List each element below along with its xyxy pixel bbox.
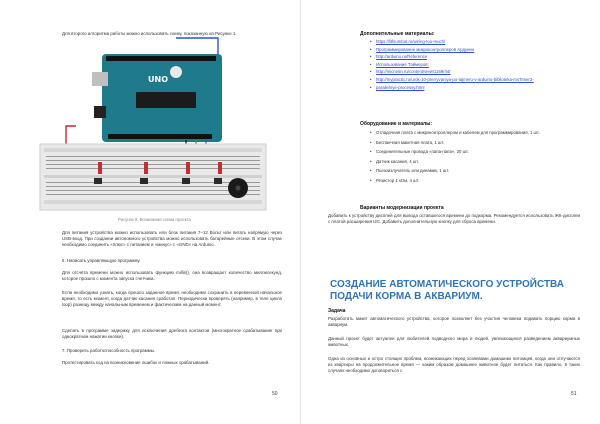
materials-links <box>370 38 534 91</box>
link-item[interactable]: • https://lithiumbot.ru/wiring-too-much/ <box>370 38 534 46</box>
arduino-board <box>92 54 222 142</box>
equipment-item: • Резистор 1 кОм, 4 шт. <box>370 176 540 186</box>
equipment-item: • Беспаечная макетная плата, 1 шт. <box>370 138 540 148</box>
section-title: СОЗДАНИЕ АВТОМАТИЧЕСКОГО УСТРОЙСТВА ПОДАЧИ КОРМА В АКВАРИУМ. <box>330 279 564 302</box>
equipment-item: • Пьезоизлучатель или динамик, 1 шт. <box>370 166 540 176</box>
testing-paragraph: Протестировать код на возникновение ошибок и ложных срабатываний. <box>62 360 210 365</box>
task-paragraph-1: Разработать макет автоматического устройства, которое позволяет без участия человека подавать порцию корма в аквариум. <box>328 316 580 328</box>
equipment-item: • Соединительные провода «папа-папа», 20 шт. <box>370 147 540 157</box>
upgrade-heading: Варианты модернизации проекта <box>360 205 444 211</box>
resistor <box>186 162 190 174</box>
link-item[interactable]: • Программирование микроконтроллеров Ардуино <box>370 46 534 54</box>
millis-paragraph: Для отсчёта времени можно использовать функцию millis(), она возвращает количество миллисекунд, которое прошло с момента запуска счетчика. <box>62 270 282 282</box>
circuit-figure <box>36 36 272 220</box>
intro-text: Для второго алгоритма работы можно использовать схему, показанную на Рисунке 1. <box>62 31 237 36</box>
power-paragraph: Для питания устройства можно использовать или блок питания 7–12 Вольт или питать напрямую через USB-вход. При создании автономного устройства можно использовать батарейные отсеки. В этом случае необходимо соединить «плюс» с питанием и «минус» с «GND» на Arduino. <box>62 230 282 248</box>
resistor <box>98 162 102 174</box>
equipment-item: • Отладочная плата с микроконтроллером и кабелем для программирования, 1 шт. <box>370 128 540 138</box>
upgrade-text: Добавить к устройству дисплей для вывода оставшегося времени до подкорма. Рекомендуется использовать ЖК-дисплеи с платой расширения I2C. Добавить дополнительную кнопку для сброса времени. <box>328 213 580 225</box>
board-label: UNO <box>148 75 168 84</box>
debounce-paragraph: Сделать в программе задержку для исключения дребезга контактов (многократное срабатывание при однократном нажатии кнопки). <box>62 328 282 340</box>
equipment-list <box>370 128 540 186</box>
timing-paragraph: Если необходимо узнать, когда прошло заданное время, необходимо сохранить в переменной начальное время, то есть момент, когда датчик касания сработал. Периодически проверять (например, в теле цикла loop) разницу между начальным временем и фактическим на данный момент. <box>62 290 282 308</box>
touch-sensor <box>140 178 148 184</box>
link-item[interactable]: • parallelnye-processy.html <box>370 84 534 92</box>
link-item[interactable]: • http://arduino.ru/Reference <box>370 53 534 61</box>
breadboard <box>40 144 266 210</box>
link-item[interactable]: • http://mypractic.ru/urok-10-prerryvaniya-po-tajmeru-v-arduino-biblioteka-msTimer2- <box>370 76 534 84</box>
page-number-left: 50 <box>272 391 278 397</box>
figure-caption: Рисунок 8. Возможная схема проекта <box>118 217 191 222</box>
step-7: 7. Проверить работоспособность программы. <box>62 348 156 353</box>
task-paragraph-3: Одна из основных и остро стоящих проблем, возникающих перед хозяевами домашних питомцев, когда они отлучаются из квартиры на продолжительное время — каким образом домашнее животное будет питаться. Как правило, в таких случаях необходимо договориться с <box>328 356 580 374</box>
step-6: 6. Написать управляющую программу. <box>62 258 141 263</box>
equipment-heading: Оборудование и материалы: <box>360 121 433 127</box>
touch-sensor <box>182 178 190 184</box>
touch-sensor <box>94 178 102 184</box>
task-paragraph-2: Данный проект будет актуален для любителей подводного мира и людей, увлекающихся разведением аквариумных животных. <box>328 336 580 348</box>
equipment-item: • Датчик касания, 4 шт. <box>370 157 540 167</box>
resistor <box>218 162 222 174</box>
page-number-right: 51 <box>571 391 577 397</box>
link-item[interactable]: • Использование Таймеров: <box>370 61 534 69</box>
link-item[interactable]: • http://microsin.ru/content/view/1169/44/ <box>370 68 534 76</box>
touch-sensor <box>214 178 222 184</box>
materials-heading: Дополнительные материалы: <box>360 31 435 37</box>
task-label: Задача <box>328 308 346 314</box>
resistor <box>144 162 148 174</box>
